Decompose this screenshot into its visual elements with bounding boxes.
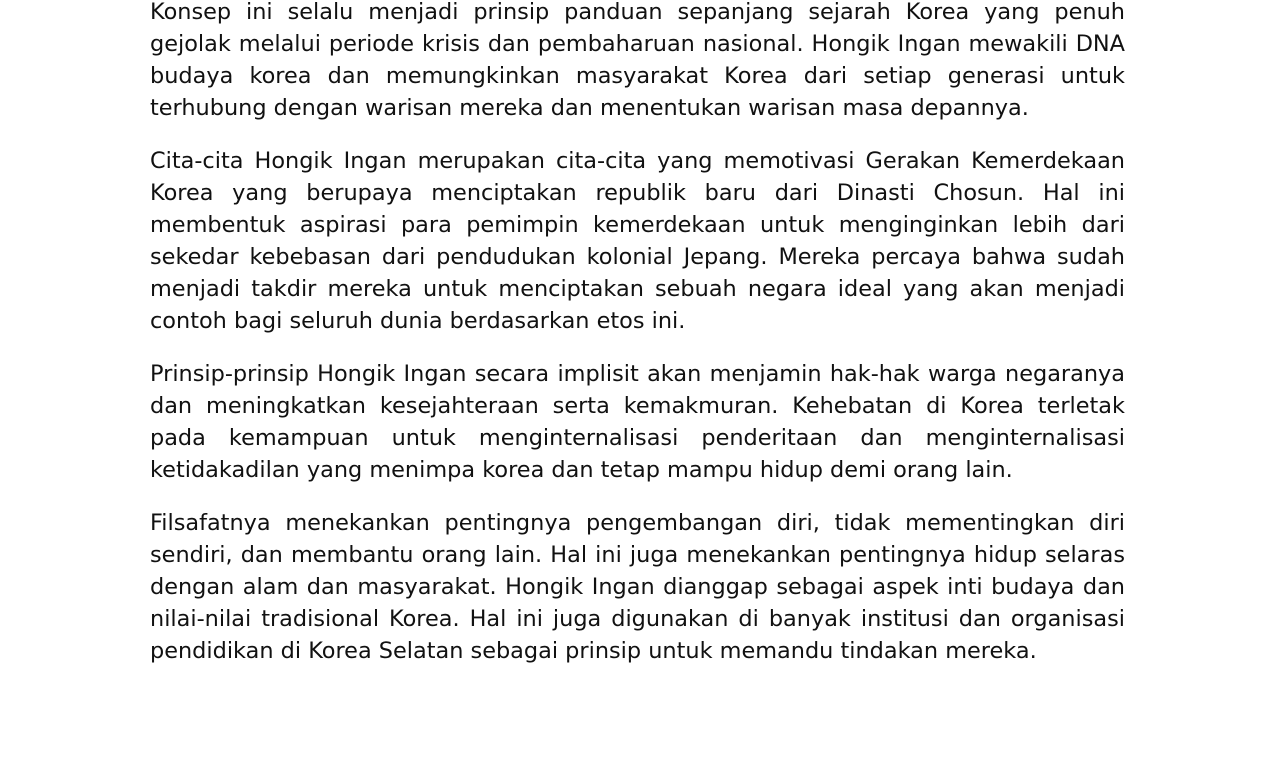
paragraph-3: Prinsip-prinsip Hongik Ingan secara implisit akan menjamin hak-hak warga negaranya dan meningkatkan kesejahteraan serta kemakmuran. Kehebatan di Korea terletak pada kemampuan untuk menginternalisasi penderitaan dan menginternalisasi ketidakadilan yang menimpa korea dan tetap mampu hidup demi orang lain.	[150, 361, 1125, 483]
article-body	[150, 0, 1125, 667]
paragraph-1: Konsep ini selalu menjadi prinsip panduan sepanjang sejarah Korea yang penuh gejolak melalui periode krisis dan pembaharuan nasional. Hongik Ingan mewakili DNA budaya korea dan memungkinkan masyarakat Korea dari setiap generasi untuk terhubung dengan warisan mereka dan menentukan warisan masa depannya.	[150, 0, 1125, 121]
paragraph-2: Cita-cita Hongik Ingan merupakan cita-cita yang memotivasi Gerakan Kemerdekaan Korea yang berupaya menciptakan republik baru dari Dinasti Chosun. Hal ini membentuk aspirasi para pemimpin kemerdekaan untuk menginginkan lebih dari sekedar kebebasan dari pendudukan kolonial Jepang. Mereka percaya bahwa sudah menjadi takdir mereka untuk menciptakan sebuah negara ideal yang akan menjadi contoh bagi seluruh dunia berdasarkan etos ini.	[150, 148, 1125, 334]
paragraph-4: Filsafatnya menekankan pentingnya pengembangan diri, tidak mementingkan diri sendiri, dan membantu orang lain. Hal ini juga menekankan pentingnya hidup selaras dengan alam dan masyarakat. Hongik Ingan dianggap sebagai aspek inti budaya dan nilai-nilai tradisional Korea. Hal ini juga digunakan di banyak institusi dan organisasi pendidikan di Korea Selatan sebagai prinsip untuk memandu tindakan mereka.	[150, 510, 1125, 664]
